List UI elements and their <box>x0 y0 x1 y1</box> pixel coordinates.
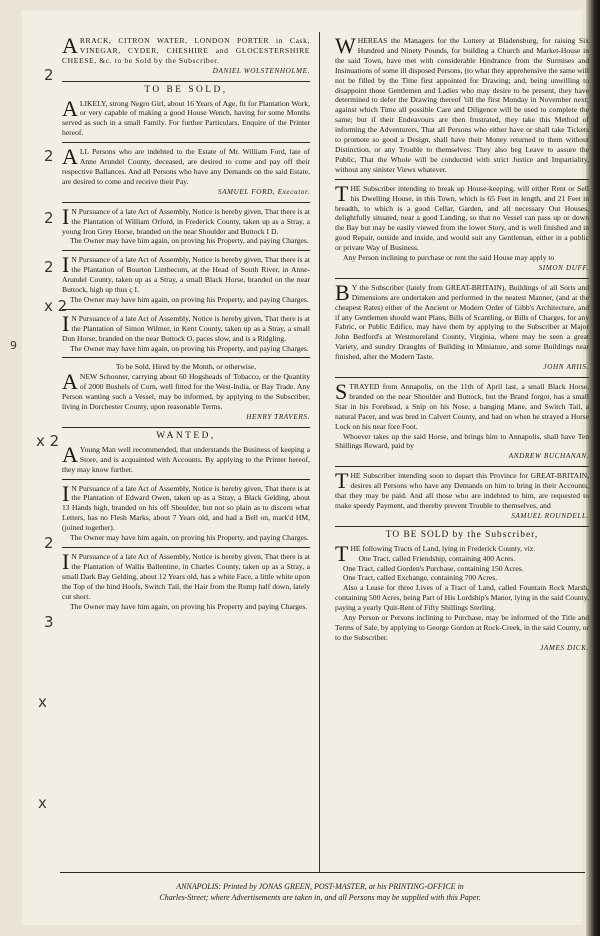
rule <box>62 309 310 310</box>
ad-signature: JAMES DICK. <box>540 643 589 652</box>
advertisement <box>62 441 310 475</box>
land-tract: One Tract, called Exchange, containing 700 Acres. <box>343 573 498 583</box>
rule <box>62 142 310 143</box>
rule <box>62 250 310 251</box>
advertisement <box>335 180 589 274</box>
ad-text: N Pursuance of a late Act of Assembly, Notice is hereby given, That there is at the Plantation of Wallis Ballentine, in Charles County, taken up as a Stray, a small Dark Bay Gelding, about 12 Years old, has a white Face, a little white upon the Top of the hind Hoofs, Switch Tail, the Hair from the Rump half down, lately cut short. <box>62 551 310 601</box>
ad-text: HE following Tracts of Land, lying in Frederick County, viz. <box>350 543 536 553</box>
imprint-line: Charles-Street; where Advertisements are taken in, and all Persons may be supplied with this Paper. <box>159 893 481 902</box>
rule <box>62 547 310 548</box>
section-heading: TO BE SOLD, <box>144 84 228 95</box>
ad-extra: Whoever takes up the said Horse, and brings him to Annapolis, shall have Ten Shillings Reward, paid by <box>335 431 589 451</box>
ad-extra: The Owner may have him again, on proving his Property, and paying Charges. <box>70 294 309 304</box>
drop-initial: A <box>62 33 78 58</box>
land-tract: Also a Lease for three Lives of a Tract of Land, called Fountain Rock Marsh, containing 500 Acres, being Part of His Lordship's Manor, lying in the said County, paying a yearly Quit-Rent of Fifty Shillings Sterling. <box>335 583 589 613</box>
advertisement <box>62 548 310 611</box>
advertisement <box>62 369 310 423</box>
drop-initial: B <box>335 279 350 305</box>
margin-mark: x <box>38 693 47 711</box>
ad-text: N Pursuance of a late Act of Assembly, Notice is hereby given, That there is at the Plantation of Bourton Linthecum, at the Head of South River, in Anne-Arundel County, taken up as a Stray, a small Black Horse, branded on the near Buttock, high up thus ç I. <box>62 255 310 295</box>
drop-initial: I <box>62 310 70 336</box>
drop-initial: I <box>62 480 70 506</box>
ad-text: LIKELY, strong Negro Girl, about 16 Years of Age, fit for Plantation Work, or very capable of making a good House Wench, having for some Months served as such in a small Family. For further Particulars, Enquire of the Printer hereof. <box>62 98 310 138</box>
ad-signature: ANDREW BUCHANAN. <box>508 452 589 461</box>
right-column <box>335 33 589 658</box>
rule <box>335 377 589 378</box>
drop-initial: A <box>62 441 78 467</box>
advertisement <box>335 33 589 175</box>
ad-text: N Pursuance of a late Act of Assembly, Notice is hereby given, That there is at the Plantation of Simon Wilmer, in Kent County, taken up as a Stray, a small Dun Horse, branded on the near Buttock O, paces slow, and is a Ridgling. <box>62 313 310 343</box>
rule <box>335 466 589 467</box>
margin-mark: 2 <box>44 534 54 552</box>
ad-extra: The Owner may have him again, on proving his Property and paying Charges. <box>70 601 308 611</box>
rule <box>335 179 589 180</box>
ad-text: RRACK, CITRON WATER, LONDON PORTER in Cask, VINEGAR, CYDER, CHESHIRE and GLOCESTERSHIRE CHEESE, &c. to be Sold by the Subscriber. <box>62 36 310 65</box>
margin-mark: 2 <box>44 209 54 227</box>
imprint <box>60 881 580 903</box>
ad-signature: HENRY TRAVERS. <box>246 413 310 421</box>
left-column <box>62 33 310 615</box>
drop-initial: I <box>62 548 70 574</box>
ad-signature: JOHN ARIIS. <box>543 363 589 372</box>
imprint-line: ANNAPOLIS: Printed by JONAS GREEN, POST-MASTER, at his PRINTING-OFFICE in <box>176 882 464 891</box>
ad-extra: The Owner may have him again, on proving his Property, and paying Charges. <box>70 343 309 353</box>
column-divider <box>319 32 320 872</box>
advertisement <box>62 95 310 139</box>
ad-text: HE Subscriber intending soon to depart this Province for GREAT-BRITAIN, desires all Persons who have any Demands on him to bring in their Accounts, that they may be paid. And all those who are indebted to him, are requested to make speedy Payment, and thereby prevent Trouble to themselves, and <box>335 471 589 510</box>
margin-mark: 9 <box>10 339 17 352</box>
ad-extra: Any Person inclining to purchase or rent the said House may apply to <box>343 253 555 263</box>
advertisement <box>62 203 310 247</box>
margin-mark: 3 <box>44 613 54 631</box>
rule <box>62 479 310 480</box>
drop-initial: W <box>335 33 356 58</box>
margin-mark: x <box>38 794 47 812</box>
margin-mark: 2 <box>44 66 54 84</box>
ad-text: N Pursuance of a late Act of Assembly, Notice is hereby given, That there is at the Plantation of William Orford, in Frederick County, taken up as a Stray, a young Iron Grey Horse, branded on the near Shoulder and Buttock I D. <box>62 206 310 236</box>
drop-initial: T <box>335 540 349 566</box>
drop-initial: I <box>62 252 70 278</box>
ad-extra: The Owner may have him again, on proving his Property, and paying Charges. <box>70 236 309 246</box>
advertisement <box>335 540 589 654</box>
ad-text: HEREAS the Managers for the Lottery at Bladensburg, for raising Six Hundred and Ninety Pounds, for building a Church and Market-House in the said Town, have met with considerable Hindrance from the Surmises and Insinuations of some ill disposed Persons, (to what they apprehensive the same will not be filled by the Time first appointed for Drawing; and, being unwilling to disappoint those Gentlemen and Ladies who may desire to be present, they have determined to defer the Drawing thereof 'till the first Monday in November next; against which Time all possible Care and Diligence will be used to complete the same; but if their Endeavours are then frustrated, they take this Method of informing the Adventurers, That all Persons who either have or shall take Tickets to promote so good a Design, shall have their Money returned to them without Distinction, or any Trouble to themselves: They also beg Leave to assure the Public, That the Whole will be conducted with strict Justice and Impartiality, without any sinister Views whatever. <box>335 36 589 174</box>
margin-mark: x 2 <box>44 297 68 315</box>
drop-initial: S <box>335 379 348 404</box>
advertisement <box>62 33 310 77</box>
ad-text: N Pursuance of a late Act of Assembly, Notice is hereby given, That there is at the Plantation of Edward Owen, taken up as a Stray, a Black Gelding, about 13 Hands high, branded on his off Shoulder, but not so plain as to discern what Letters, has no Flesh Marks, about 7 Years old, and had a Bell on, mark'd HM, (joined together). <box>62 483 310 533</box>
margin-mark: 2 <box>44 258 54 276</box>
rule <box>62 427 310 428</box>
imprint-rule <box>60 872 585 873</box>
drop-initial: I <box>62 203 70 229</box>
rule <box>62 81 310 82</box>
land-tract: One Tract, called Gorden's Purchase, containing 150 Acres. <box>343 563 524 573</box>
section-heading: WANTED, <box>156 430 216 441</box>
ad-text: TRAYED from Annapolis, on the 11th of April last, a small Black Horse, branded on the near Shoulder and Buttock, but the Brand forgot, has a small Star in his Forehead, a Snip on his Nose, a hanging Mane, and Switch Tail, a natural Pacer, and was bred in Calvert County, and had on when he strayed a Horse Lock on his near fore Foot. <box>335 382 589 431</box>
margin-mark: x 2 <box>36 432 60 450</box>
section-heading: TO BE SOLD by the Subscriber, <box>385 529 539 540</box>
land-tract: One Tract, called Friendship, containing 400 Acres. <box>358 553 516 563</box>
ad-signature: SAMUEL ROUNDELL. <box>511 511 589 520</box>
ad-text: Young Man well recommended, that understands the Business of keeping a Store, and is acquainted with Accounts. By applying to the Printer hereof, they may know further. <box>62 444 310 474</box>
rule <box>62 357 310 358</box>
land-tract: Any Person or Persons inclining to Purchase, may be informed of the Title and Terms of Sale, by applying to George Gordon at Rock-Creek, in the said County, or to the Subscriber. <box>335 613 589 642</box>
advertisement <box>335 279 589 373</box>
drop-initial: T <box>335 180 349 206</box>
sale-line: To be Sold, Hired by the Month, or otherwise, <box>115 362 257 372</box>
ad-text: HE Subscriber intending to break up House-keeping, will either Rent or Sell his Dwelling House, in this Town, which is 65 Feet in length, and 21 Feet in breadth, to which is a good Cellar, Garden, and all necessary Out Houses, delightfully situated, near a good Landing, so that no Vessel can pass up or down the Bay but may be easily viewed from the lower Story, and is well finished and in good Repair, outside and inside, and would suit any Gentleman, either in a public or private Way of Business. <box>335 183 589 253</box>
advertisement <box>62 252 310 305</box>
drop-initial: A <box>62 144 78 170</box>
advertisement <box>335 379 589 462</box>
drop-initial: A <box>62 369 78 395</box>
ad-text: NEW Schooner, carrying about 60 Hogsheads of Tobacco, or the Quantity of 2000 Bushels of Corn, well fitted for the West-India, or Bay Trade. Any Person wanting such a Vessel, may be informed, by applying to the Subscriber, living in Dorchester County, upon reasonable Terms. <box>62 372 310 412</box>
margin-mark: 2 <box>44 147 54 165</box>
advertisement <box>335 468 589 522</box>
ad-text: Y the Subscriber (lately from GREAT-BRITAIN), Buildings of all Sorts and Dimensions are undertaken and performed in the neatest Manner, (and at the cheapest Rates) either of the Ancient or Modern Order of Gibb's Architecture, and if any Gentlemen should want Plans, Bills of Scantling, or Bills of Charges, for any Fabric, or Public Edifice, may have them by applying to the Subscriber at Major John Bedford's at Westmoreland County, Virginia, where may be seen a great Variety, and sundry Draughts of Building in Miniature, and some Buildings near finished, after the Modern Taste. <box>335 282 589 362</box>
ad-text: LL Persons who are indebted to the Estate of Mr. William Ford, late of Anne Arundel County, deceased, are desired to come and pay off their respective Ballances. And all Persons who have any Demands on the said Estate, are desired to come and receive their Pay. <box>62 147 310 186</box>
ad-signature: SAMUEL FORD, Executor. <box>217 187 310 196</box>
ad-signature: SIMON DUFF. <box>538 263 589 272</box>
drop-initial: A <box>62 95 78 121</box>
rule <box>62 202 310 203</box>
advertisement <box>62 310 310 354</box>
ad-signature: DANIEL WOLSTENHOLME. <box>212 66 310 75</box>
advertisement <box>62 480 310 543</box>
rule <box>335 278 589 279</box>
ad-extra: The Owner may have him again, on proving his Property, and paying Charges. <box>70 533 309 543</box>
rule <box>335 526 589 527</box>
advertisement <box>62 144 310 198</box>
drop-initial: T <box>335 468 349 494</box>
